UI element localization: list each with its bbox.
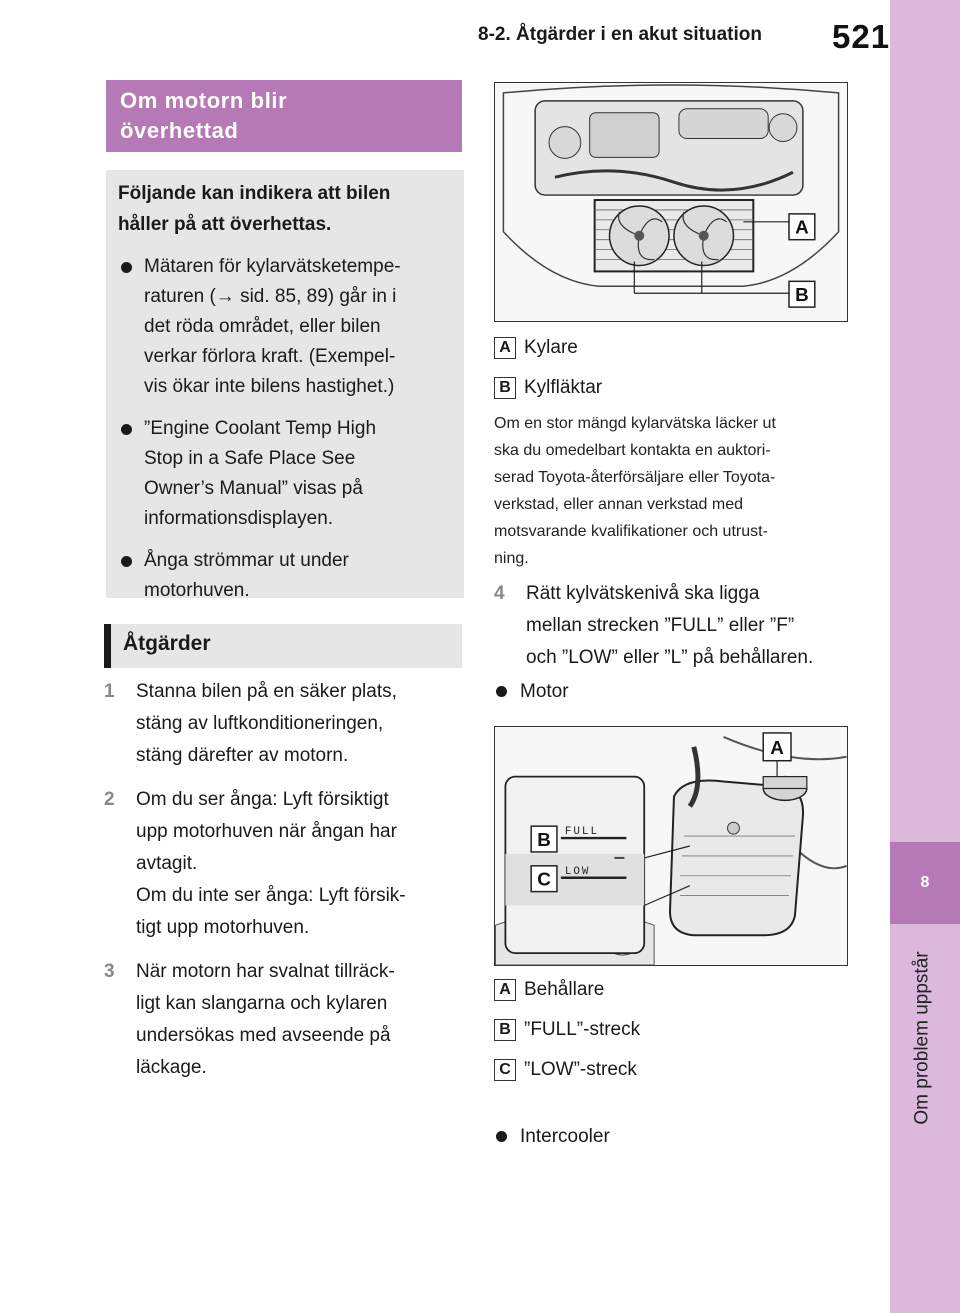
legend-item [494, 970, 854, 1010]
legend-text: ”FULL”-streck [524, 1019, 641, 1040]
bullet-intercooler: Intercooler [494, 1122, 960, 1152]
info-intro [118, 178, 452, 240]
info-bullet-line: Mätaren för kylarvätsketempe- [144, 256, 401, 277]
info-bullet-line: det röda området, eller bilen [144, 316, 381, 337]
step-line: undersökas med avseende på [136, 1025, 391, 1046]
step-line: mellan strecken ”FULL” eller ”F” [526, 615, 795, 636]
info-bullet-line: ”Engine Coolant Temp High [144, 418, 377, 439]
note-line: verkstad, eller annan verkstad med [494, 496, 744, 513]
info-bullet [118, 546, 452, 606]
step-line: Rätt kylvätskenivå ska ligga [526, 583, 760, 604]
legend-text: Behållare [524, 979, 605, 1000]
step-number: 3 [104, 961, 115, 982]
step-line: stäng därefter av motorn. [136, 745, 349, 766]
legend-letter: B [494, 377, 516, 399]
step-line: stäng av luftkonditioneringen, [136, 713, 384, 734]
step-number: 4 [494, 583, 505, 604]
note-line: Om en stor mängd kylarvätska läcker ut [494, 415, 776, 432]
topic-title-line: överhettad [120, 118, 239, 143]
leak-note [494, 410, 854, 572]
chapter-label [903, 938, 943, 1138]
info-bullet-line: Ånga strömmar ut under [144, 550, 349, 571]
step-4-block [494, 578, 864, 686]
step-3 [104, 956, 464, 1084]
radiator-illustration [494, 82, 848, 322]
legend-item [494, 368, 854, 408]
action-steps [104, 676, 464, 1096]
step-line: läckage. [136, 1057, 207, 1078]
step-line: Om du ser ånga: Lyft försiktigt [136, 789, 389, 810]
step-line: och ”LOW” eller ”L” på behållaren. [526, 647, 814, 668]
overheat-signs-box [106, 170, 464, 601]
note-line: ska du omedelbart kontakta en auktori- [494, 442, 771, 459]
legend-letter: A [494, 979, 516, 1001]
topic-title [106, 80, 462, 152]
info-bullet-line: Stop in a Safe Place See [144, 448, 356, 469]
step-1 [104, 676, 464, 772]
callout-b: B [795, 284, 809, 306]
step-line: ligt kan slangarna och kylaren [136, 993, 388, 1014]
step-line: tigt upp motorhuven. [136, 917, 310, 938]
note-line: motsvarande kvalifikationer och utrust- [494, 523, 768, 540]
callout-b: B [537, 829, 551, 850]
info-bullet-line: verkar förlora kraft. (Exempel- [144, 346, 396, 367]
step-line: När motorn har svalnat tillräck- [136, 961, 395, 982]
legend-item [494, 1050, 854, 1090]
legend-item [494, 328, 854, 368]
info-bullet-line: informationsdisplayen. [144, 508, 334, 529]
info-bullet-line: raturen (→ sid. 85, 89) går in i [144, 286, 397, 307]
radiator-legend [494, 328, 854, 408]
legend-text: Kylfläktar [524, 377, 603, 398]
reservoir-illustration [494, 726, 848, 966]
info-intro-line: håller på att överhettas. [118, 214, 332, 235]
chapter-tab[interactable]: 8 [890, 842, 960, 924]
legend-letter: A [494, 337, 516, 359]
topic-title-line: Om motorn blir [120, 88, 288, 113]
note-line: ning. [494, 550, 529, 567]
radiator-drawing [495, 83, 847, 321]
info-bullet [118, 414, 452, 534]
callout-a: A [795, 216, 809, 238]
step-line: upp motorhuven när ångan har [136, 821, 397, 842]
info-bullet-line: vis ökar inte bilens hastighet.) [144, 376, 395, 397]
legend-item [494, 1010, 854, 1050]
legend-text: Kylare [524, 337, 578, 358]
info-bullet-line: motorhuven. [144, 580, 250, 601]
step-number: 2 [104, 789, 115, 810]
legend-text: ”LOW”-streck [524, 1059, 637, 1080]
step-line: avtagit. [136, 853, 198, 874]
full-mark-label: FULL [564, 826, 599, 839]
info-bullet [118, 252, 452, 402]
legend-letter: B [494, 1019, 516, 1041]
step-line: Om du inte ser ånga: Lyft försik- [136, 885, 406, 906]
reservoir-drawing [495, 727, 847, 965]
note-line: serad Toyota-återförsäljare eller Toyota- [494, 469, 776, 486]
bullet-motor: Motor [494, 677, 960, 707]
legend-letter: C [494, 1059, 516, 1081]
low-mark-label: LOW [564, 865, 591, 878]
page-number: 521 [832, 18, 891, 55]
info-intro-line: Följande kan indikera att bilen [118, 183, 391, 204]
section-title: 8-2. Åtgärder i en akut situation [478, 24, 762, 45]
step-4 [494, 578, 864, 674]
callout-a: A [770, 736, 784, 758]
step-line: Stanna bilen på en säker plats, [136, 681, 397, 702]
actions-heading: Åtgärder [104, 624, 462, 668]
info-bullet-line: Owner’s Manual” visas på [144, 478, 363, 499]
callout-c: C [537, 868, 551, 890]
chapter-label-text: Om problem uppstår [912, 951, 933, 1125]
step-number: 1 [104, 681, 115, 702]
reservoir-legend [494, 970, 854, 1090]
step-2 [104, 784, 464, 944]
